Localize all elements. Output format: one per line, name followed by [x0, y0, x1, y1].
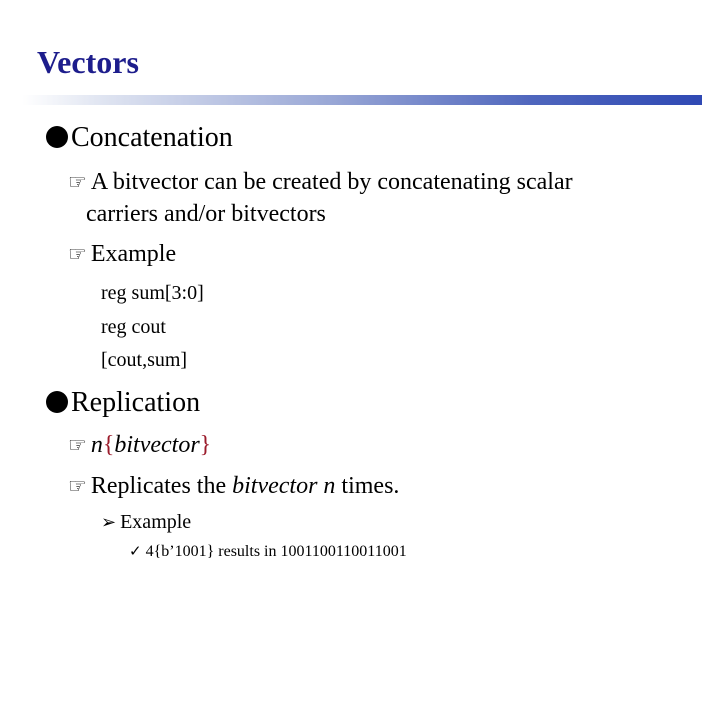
pointing-hand-bullet-icon: ☞ [68, 242, 87, 266]
filled-circle-bullet-icon [46, 126, 68, 148]
concat-point-1 [68, 170, 573, 194]
concat-point-1-continuation: carriers and/or bitvectors [86, 201, 326, 227]
bullet-replication [46, 389, 200, 417]
concatenation-heading: Concatenation [71, 122, 233, 153]
syntax-open-brace: { [102, 432, 115, 458]
filled-circle-bullet-icon [46, 391, 68, 413]
title-gradient-rule [22, 95, 702, 105]
desc-prefix: Replicates the [90, 473, 233, 499]
code-line: reg sum[3:0] [101, 282, 204, 304]
pointing-hand-bullet-icon: ☞ [68, 433, 87, 457]
replication-heading: Replication [71, 387, 201, 418]
code-line: reg cout [101, 316, 166, 338]
pointing-hand-bullet-icon: ☞ [68, 170, 87, 194]
arrow-bullet-icon: ➢ [101, 512, 117, 533]
checkmark-bullet-icon: ✓ [129, 542, 142, 560]
code-line: [cout,sum] [101, 349, 188, 371]
replication-description [68, 474, 399, 498]
concat-point-2 [68, 242, 176, 266]
desc-bitvector: bitvector [232, 473, 318, 499]
example-label-text: Example [120, 511, 192, 533]
slide-title: Vectors [37, 44, 139, 80]
syntax-bitvector: bitvector [114, 432, 200, 458]
concat-point-1-text: A bitvector can be created by concatenating scalar [90, 169, 573, 195]
syntax-close-brace: } [199, 432, 212, 458]
syntax-n: n [90, 432, 103, 458]
bullet-concatenation [46, 124, 233, 152]
desc-suffix: times. [335, 473, 400, 499]
concat-point-2-text: Example [90, 241, 177, 267]
pointing-hand-bullet-icon: ☞ [68, 474, 87, 498]
desc-n: n [323, 473, 336, 499]
replication-example-detail [129, 544, 407, 560]
replication-syntax [68, 433, 211, 457]
example-detail-text: 4{b’1001} results in 1001100110011001 [145, 543, 407, 560]
replication-example-label [101, 512, 191, 532]
